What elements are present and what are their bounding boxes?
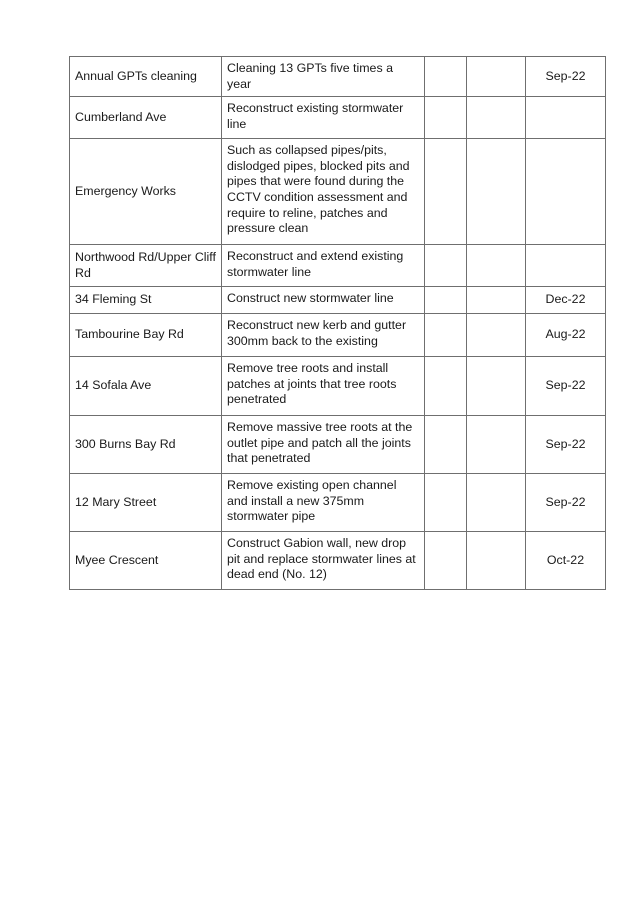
table-row — [70, 139, 606, 245]
location-cell: 34 Fleming St — [70, 287, 222, 314]
date-cell: Dec-22 — [526, 287, 606, 314]
empty-cell — [425, 357, 467, 416]
location-cell: Emergency Works — [70, 139, 222, 245]
table-row — [70, 474, 606, 532]
empty-cell — [467, 416, 526, 474]
empty-cell — [425, 474, 467, 532]
empty-cell — [425, 57, 467, 97]
empty-cell — [467, 245, 526, 287]
date-cell: Sep-22 — [526, 474, 606, 532]
location-cell: 12 Mary Street — [70, 474, 222, 532]
table-row — [70, 532, 606, 590]
table-row — [70, 416, 606, 474]
description-cell: Such as collapsed pipes/pits, dislodged pipes, blocked pits and pipes that were found during the CCTV condition assessment and require to reline, patches and pressure clean — [222, 139, 425, 245]
description-cell: Reconstruct existing stormwater line — [222, 97, 425, 139]
description-cell: Reconstruct new kerb and gutter 300mm back to the existing — [222, 314, 425, 357]
empty-cell — [425, 139, 467, 245]
empty-cell — [467, 57, 526, 97]
empty-cell — [467, 357, 526, 416]
description-cell: Cleaning 13 GPTs five times a year — [222, 57, 425, 97]
date-cell: Oct-22 — [526, 532, 606, 590]
empty-cell — [425, 245, 467, 287]
location-cell: 14 Sofala Ave — [70, 357, 222, 416]
description-cell: Remove existing open channel and install a new 375mm stormwater pipe — [222, 474, 425, 532]
empty-cell — [425, 416, 467, 474]
location-cell: Cumberland Ave — [70, 97, 222, 139]
empty-cell — [467, 532, 526, 590]
description-cell: Remove tree roots and install patches at joints that tree roots penetrated — [222, 357, 425, 416]
empty-cell — [467, 139, 526, 245]
table-row — [70, 357, 606, 416]
date-cell: Sep-22 — [526, 416, 606, 474]
empty-cell — [467, 287, 526, 314]
date-cell — [526, 139, 606, 245]
date-cell: Sep-22 — [526, 357, 606, 416]
description-cell: Reconstruct and extend existing stormwater line — [222, 245, 425, 287]
empty-cell — [467, 474, 526, 532]
date-cell: Aug-22 — [526, 314, 606, 357]
date-cell — [526, 97, 606, 139]
location-cell: Annual GPTs cleaning — [70, 57, 222, 97]
location-cell: Tambourine Bay Rd — [70, 314, 222, 357]
empty-cell — [425, 314, 467, 357]
table-row — [70, 314, 606, 357]
empty-cell — [425, 97, 467, 139]
description-cell: Remove massive tree roots at the outlet pipe and patch all the joints that penetrated — [222, 416, 425, 474]
description-cell: Construct Gabion wall, new drop pit and replace stormwater lines at dead end (No. 12) — [222, 532, 425, 590]
table-row — [70, 57, 606, 97]
table-row — [70, 97, 606, 139]
location-cell: Northwood Rd/Upper Cliff Rd — [70, 245, 222, 287]
works-table-body — [70, 57, 606, 590]
location-cell: Myee Crescent — [70, 532, 222, 590]
date-cell — [526, 245, 606, 287]
empty-cell — [467, 97, 526, 139]
empty-cell — [425, 532, 467, 590]
date-cell: Sep-22 — [526, 57, 606, 97]
works-table — [69, 56, 606, 590]
description-cell: Construct new stormwater line — [222, 287, 425, 314]
table-row — [70, 245, 606, 287]
table-row — [70, 287, 606, 314]
empty-cell — [425, 287, 467, 314]
location-cell: 300 Burns Bay Rd — [70, 416, 222, 474]
empty-cell — [467, 314, 526, 357]
